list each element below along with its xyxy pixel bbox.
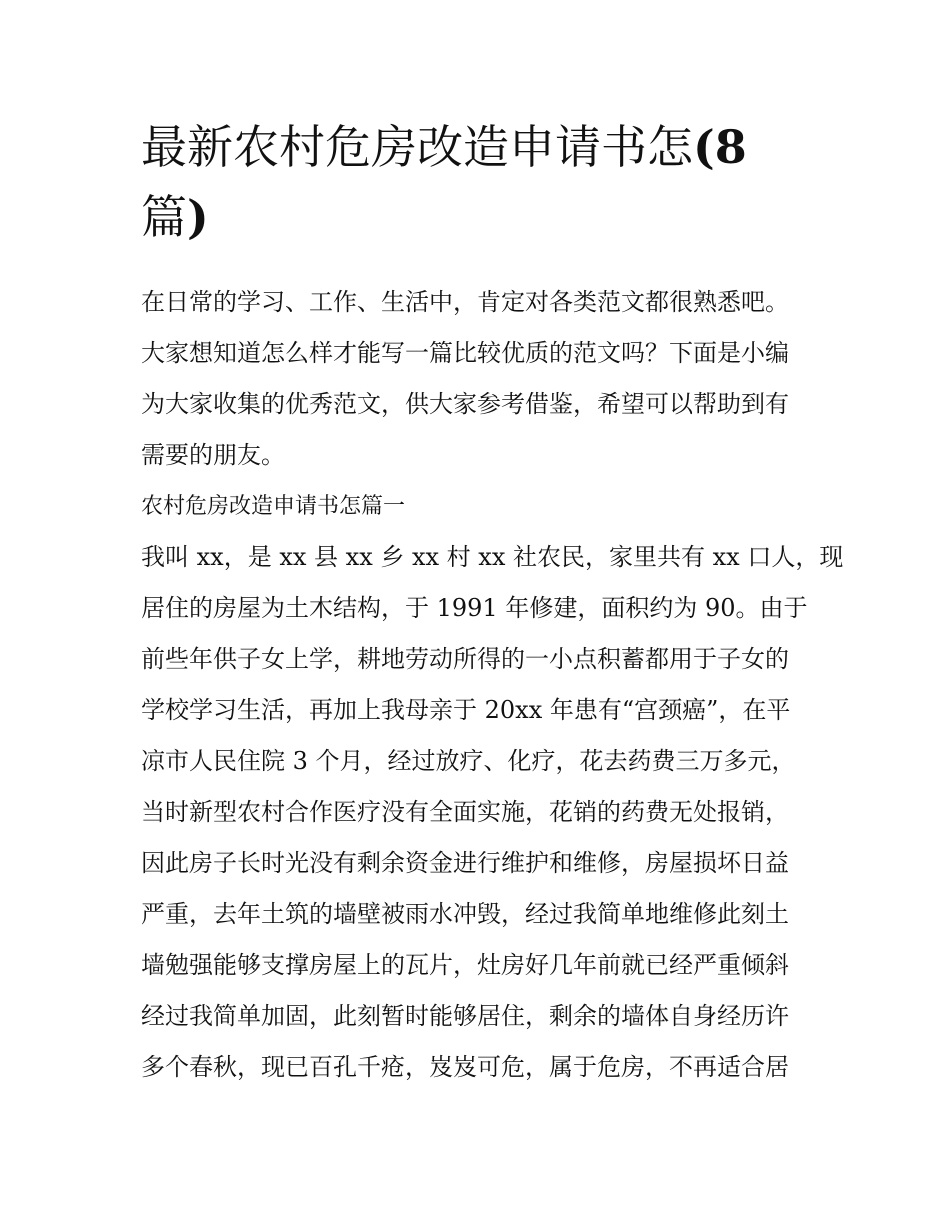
section-heading: 农村危房改造申请书怎篇一: [141, 494, 406, 519]
body-line-7: 因此房子长时光没有剩余资金进行维护和维修，房屋损坏日益: [141, 849, 789, 877]
body-line-11: 多个春秋，现已百孔千疮，岌岌可危，属于危房，不再适合居: [141, 1053, 789, 1081]
intro-line-1: 在日常的学习、工作、生活中，肯定对各类范文都很熟悉吧。: [141, 288, 789, 316]
body-line-8: 严重，去年土筑的墙壁被雨水冲毁，经过我简单地维修此刻土: [141, 900, 789, 928]
document-title: [141, 112, 821, 252]
intro-line-3: 为大家收集的优秀范文，供大家参考借鉴，希望可以帮助到有: [141, 390, 789, 418]
body-line-4: 学校学习生活，再加上我母亲于 20xx 年患有“宫颈癌”，在平: [141, 696, 791, 724]
body-line-5: 凉市人民住院 3 个月，经过放疗、化疗，花去药费三万多元，: [141, 747, 796, 775]
title-line2-text: 篇: [141, 190, 187, 244]
intro-line-2: 大家想知道怎么样才能写一篇比较优质的范文吗？下面是小编: [141, 339, 789, 367]
body-line-1: 我叫 xx，是 xx 县 xx 乡 xx 村 xx 社农民，家里共有 xx 口人，现: [141, 543, 844, 571]
body-line-3: 前些年供子女上学，耕地劳动所得的一小点积蓄都用于子女的: [141, 645, 789, 673]
intro-line-4: 需要的朋友。: [141, 441, 285, 469]
body-line-9: 墙勉强能够支撑房屋上的瓦片，灶房好几年前就已经严重倾斜: [141, 951, 789, 979]
body-line-2: 居住的房屋为土木结构，于 1991 年修建，面积约为 90。由于: [141, 594, 808, 622]
body-line-10: 经过我简单加固，此刻暂时能够居住，剩余的墙体自身经历许: [141, 1002, 789, 1030]
title-close-text: ): [187, 190, 209, 244]
title-tail-text: (8: [693, 120, 747, 174]
title-main-text: 最新农村危房改造申请书怎: [141, 120, 693, 174]
document-body: [141, 277, 844, 1093]
body-line-6: 当时新型农村合作医疗没有全面实施，花销的药费无处报销，: [141, 798, 789, 826]
